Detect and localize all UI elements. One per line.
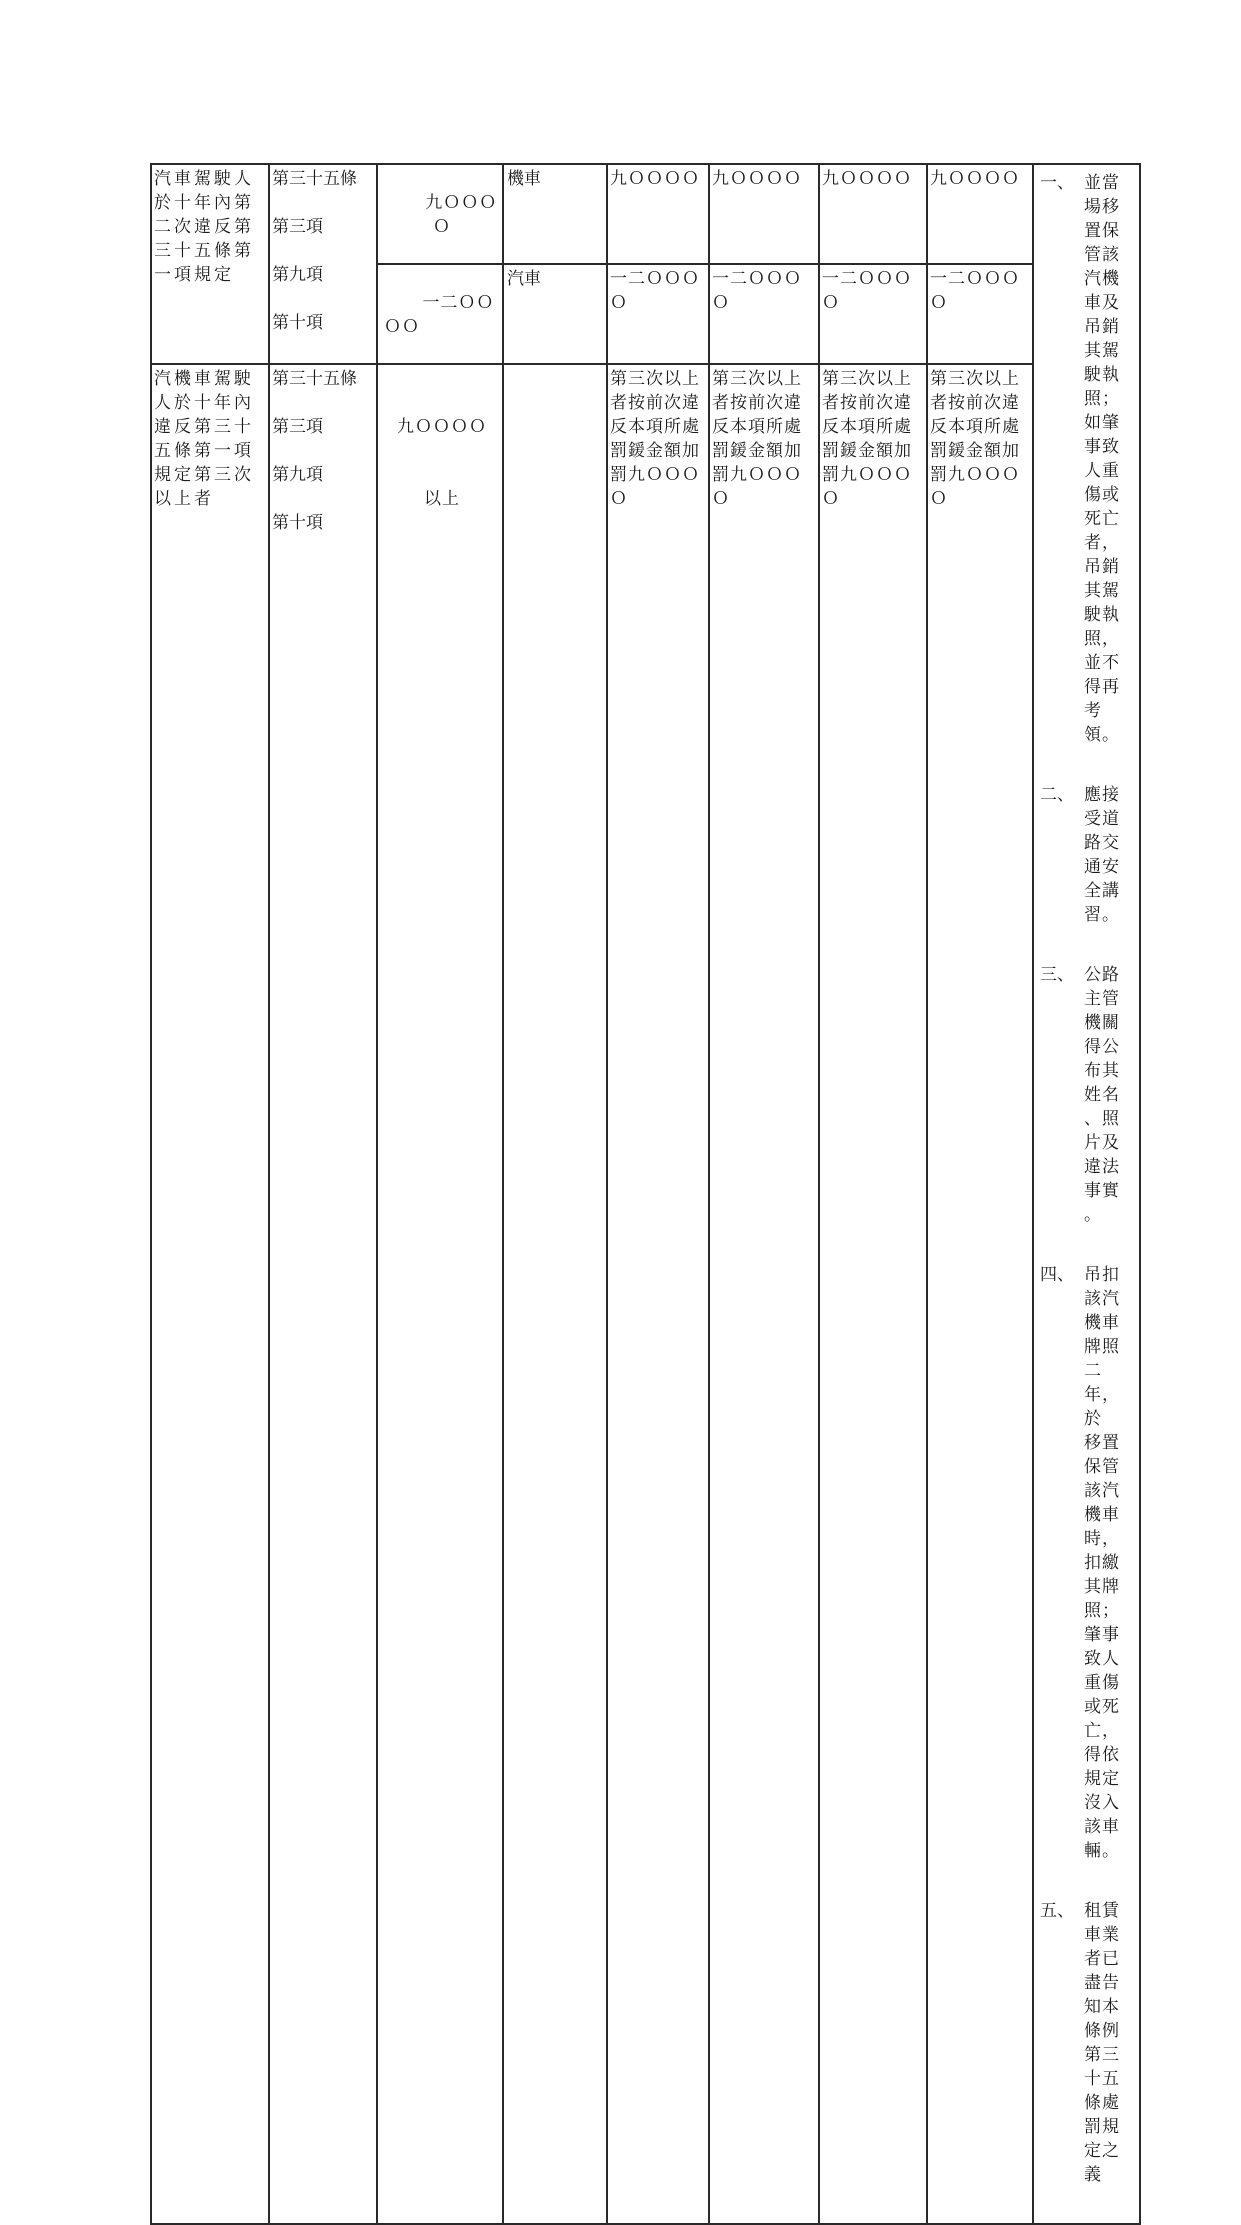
remark-item xyxy=(1040,1899,1137,2187)
recommended-fine-cell xyxy=(607,164,709,264)
remark-line: 、照片及 xyxy=(1084,1109,1120,1153)
recommended-fine-line: Ｏ xyxy=(930,293,948,313)
remark-line: 布其姓名 xyxy=(1084,1061,1120,1105)
remark-line: 違法事實 xyxy=(1084,1157,1120,1201)
recommended-fine-line: 第三次以上 xyxy=(712,369,802,389)
remark-line: 移置保管 xyxy=(1084,1433,1120,1477)
recommended-fine-cell xyxy=(927,264,1033,364)
recommended-fine xyxy=(822,267,924,315)
recommended-fine-line: 一二ＯＯＯ xyxy=(712,269,802,289)
recommended-fine-line: 罰鍰金額加 xyxy=(712,441,802,461)
recommended-fine-cell xyxy=(819,164,927,264)
recommended-fine-line: Ｏ xyxy=(610,293,628,313)
vehicle-type: 機車 xyxy=(507,169,541,189)
recommended-fine-cell xyxy=(819,364,927,2224)
vehicle-type-cell xyxy=(503,364,607,2224)
remark-line: 吊銷其駕 xyxy=(1084,557,1120,601)
violation-condition-text xyxy=(154,367,266,511)
statutory-fine: 九ＯＯＯＯ xyxy=(397,417,487,437)
recommended-fine-line: 罰鍰金額加 xyxy=(610,441,700,461)
condition-line: 規定第三次 xyxy=(154,465,254,485)
remark-line: 亡，得依 xyxy=(1084,1721,1120,1765)
recommended-fine-line: 第三次以上 xyxy=(610,369,700,389)
remark-line: 重傷或死 xyxy=(1084,1673,1120,1717)
recommended-fine-line: Ｏ xyxy=(610,489,628,509)
provision-item: 第三項 xyxy=(272,217,323,237)
condition-line: 一項規定 xyxy=(154,265,234,285)
remark-line: 定之義 xyxy=(1084,2141,1120,2185)
recommended-fine-line: 者按前次違 xyxy=(822,393,912,413)
provision-item: 第九項 xyxy=(272,265,323,285)
statutory-fine: 九ＯＯＯＯ xyxy=(425,193,498,237)
violation-condition-text xyxy=(154,167,266,287)
remark-line: 機車牌照 xyxy=(1084,1313,1120,1357)
statutory-fine-cell xyxy=(377,264,503,364)
recommended-fine-line: 罰鍰金額加 xyxy=(822,441,912,461)
remark-line: 置保管該 xyxy=(1084,221,1120,265)
remark-line: 死亡者， xyxy=(1084,509,1120,553)
remark-line: 肇事致人 xyxy=(1084,1625,1120,1669)
recommended-fine-line: Ｏ xyxy=(712,293,730,313)
remark-number: 二、 xyxy=(1040,785,1074,805)
recommended-fine-line: 者按前次違 xyxy=(930,393,1020,413)
remark-number: 三、 xyxy=(1040,965,1074,985)
vehicle-type-cell xyxy=(503,264,607,364)
provision-item: 第三項 xyxy=(272,417,323,437)
remark-line: 該車輛。 xyxy=(1084,1817,1120,1861)
recommended-fine-line: 第三次以上 xyxy=(930,369,1020,389)
statutory-fine-cell xyxy=(377,364,503,2224)
remark-line: 吊扣該汽 xyxy=(1084,1265,1120,1309)
remark-line: 條處罰規 xyxy=(1084,2093,1120,2137)
penalty-table xyxy=(150,163,1141,2225)
recommended-fine-cell xyxy=(819,264,927,364)
remark-line: 駛執照， xyxy=(1084,605,1120,649)
recommended-fine-line: 一二ＯＯＯ xyxy=(930,269,1020,289)
remark-text xyxy=(1084,171,1137,747)
recommended-fine-line: Ｏ xyxy=(930,489,948,509)
remark-line: 人重傷或 xyxy=(1084,461,1120,505)
violation-condition-cell xyxy=(151,364,269,2224)
recommended-fine-cell xyxy=(709,264,819,364)
recommended-fine xyxy=(610,367,706,511)
recommended-fine-line: 罰九ＯＯＯ xyxy=(712,465,802,485)
recommended-fine-line: 者按前次違 xyxy=(712,393,802,413)
recommended-fine-line: 第三次以上 xyxy=(822,369,912,389)
remark-line: 租賃車業 xyxy=(1084,1901,1120,1945)
recommended-fine-line: Ｏ xyxy=(822,293,840,313)
remark-line: 規定沒入 xyxy=(1084,1769,1120,1813)
remark-line: 二年，於 xyxy=(1084,1361,1120,1429)
statutory-fine-cell xyxy=(377,164,503,264)
condition-line: 於十年內第 xyxy=(154,193,254,213)
recommended-fine: 九ＯＯＯＯ xyxy=(712,169,802,189)
remark-number: 四、 xyxy=(1040,1265,1074,1285)
recommended-fine-line: 罰九ＯＯＯ xyxy=(610,465,700,485)
recommended-fine-cell xyxy=(709,164,819,264)
remark-line: 路交通安 xyxy=(1084,833,1120,877)
recommended-fine xyxy=(610,267,706,315)
remarks-cell xyxy=(1033,164,1140,2224)
remark-text xyxy=(1084,1899,1137,2187)
condition-line: 人於十年內 xyxy=(154,393,254,413)
condition-line: 三十五條第 xyxy=(154,241,254,261)
recommended-fine xyxy=(930,367,1030,511)
remark-line: 並當場移 xyxy=(1084,173,1120,217)
provisions-cell xyxy=(269,164,377,364)
recommended-fine: 九ＯＯＯＯ xyxy=(822,169,912,189)
condition-line: 違反第三十 xyxy=(154,417,254,437)
recommended-fine-line: 罰九ＯＯＯ xyxy=(822,465,912,485)
recommended-fine xyxy=(822,367,924,511)
provisions-cell xyxy=(269,364,377,2224)
recommended-fine-line: Ｏ xyxy=(712,489,730,509)
recommended-fine-line: 反本項所處 xyxy=(822,417,912,437)
remark-text xyxy=(1084,1263,1137,1863)
remark-line: 其牌照； xyxy=(1084,1577,1120,1621)
remark-text xyxy=(1084,963,1137,1227)
condition-line: 二次違反第 xyxy=(154,217,254,237)
remark-line: 機關得公 xyxy=(1084,1013,1120,1057)
remark-number: 五、 xyxy=(1040,1901,1074,1921)
provision-item: 第三十五條 xyxy=(272,169,357,189)
recommended-fine-cell xyxy=(607,364,709,2224)
remark-item xyxy=(1040,171,1137,747)
condition-line: 五條第一項 xyxy=(154,441,254,461)
condition-line: 汽機車駕駛 xyxy=(154,369,254,389)
remark-line: 並不得再 xyxy=(1084,653,1120,697)
statutory-fine-suffix: 以上 xyxy=(424,489,460,509)
violation-condition-cell xyxy=(151,164,269,364)
remark-line: 全講習。 xyxy=(1084,881,1120,925)
condition-line: 以上者 xyxy=(154,489,214,509)
vehicle-type: 汽車 xyxy=(507,269,541,289)
provision-item: 第十項 xyxy=(272,313,323,333)
recommended-fine-line: 一二ＯＯＯ xyxy=(610,269,700,289)
recommended-fine: 九ＯＯＯＯ xyxy=(930,169,1020,189)
remark-line: 吊銷其駕 xyxy=(1084,317,1120,361)
recommended-fine xyxy=(930,267,1030,315)
recommended-fine-line: 反本項所處 xyxy=(930,417,1020,437)
recommended-fine-cell xyxy=(927,164,1033,264)
remark-item xyxy=(1040,783,1137,927)
remark-item xyxy=(1040,1263,1137,1863)
recommended-fine-line: 一二ＯＯＯ xyxy=(822,269,912,289)
remark-line: 考領。 xyxy=(1084,701,1120,745)
recommended-fine-line: 罰鍰金額加 xyxy=(930,441,1020,461)
remark-line: 時，扣繳 xyxy=(1084,1529,1120,1573)
remark-line: 。 xyxy=(1084,1205,1102,1225)
remark-line: 者已盡告 xyxy=(1084,1949,1120,1993)
recommended-fine-cell xyxy=(709,364,819,2224)
condition-line: 汽車駕駛人 xyxy=(154,169,254,189)
provision-item: 第九項 xyxy=(272,465,323,485)
vehicle-type-cell xyxy=(503,164,607,264)
recommended-fine-cell xyxy=(927,364,1033,2224)
remark-number: 一、 xyxy=(1040,173,1074,193)
recommended-fine-line: 者按前次違 xyxy=(610,393,700,413)
remark-line: 知本條例 xyxy=(1084,1997,1120,2041)
remark-line: 駛執照； xyxy=(1084,365,1120,409)
recommended-fine-cell xyxy=(607,264,709,364)
recommended-fine-line: 反本項所處 xyxy=(712,417,802,437)
remark-line: 應接受道 xyxy=(1084,785,1120,829)
remark-line: 公路主管 xyxy=(1084,965,1120,1009)
statutory-fine: 一二ＯＯＯＯ xyxy=(384,293,495,337)
recommended-fine-line: Ｏ xyxy=(822,489,840,509)
remark-line: 該汽機車 xyxy=(1084,1481,1120,1525)
provision-item: 第三十五條 xyxy=(272,369,357,389)
provision-item: 第十項 xyxy=(272,513,323,533)
recommended-fine xyxy=(712,367,816,511)
remark-line: 汽機車及 xyxy=(1084,269,1120,313)
recommended-fine xyxy=(712,267,816,315)
recommended-fine-line: 反本項所處 xyxy=(610,417,700,437)
recommended-fine-line: 罰九ＯＯＯ xyxy=(930,465,1020,485)
remark-item xyxy=(1040,963,1137,1227)
recommended-fine: 九ＯＯＯＯ xyxy=(610,169,700,189)
remark-line: 如肇事致 xyxy=(1084,413,1120,457)
remark-text xyxy=(1084,783,1137,927)
remark-line: 第三十五 xyxy=(1084,2045,1120,2089)
